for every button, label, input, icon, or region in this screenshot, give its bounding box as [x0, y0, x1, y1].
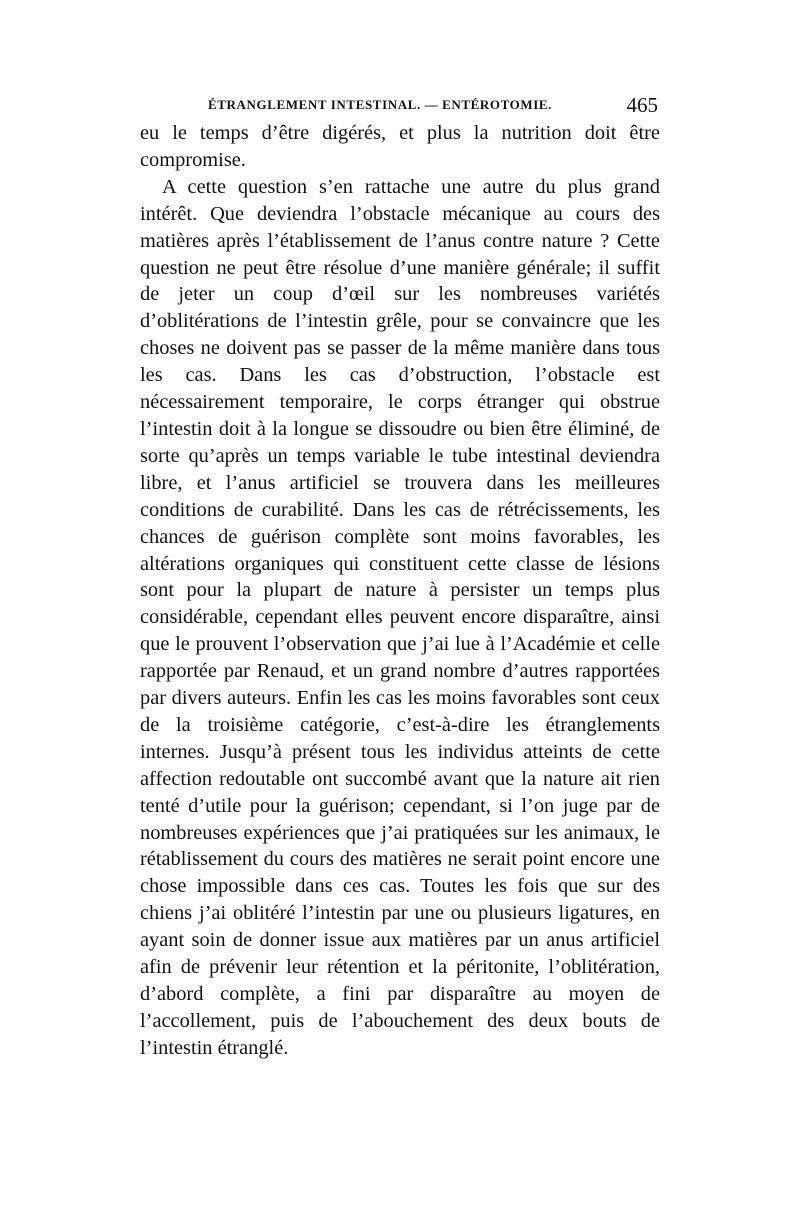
running-head-title: ÉTRANGLEMENT INTESTINAL. — ENTÉROTOMIE.	[208, 97, 553, 112]
running-head	[140, 90, 660, 120]
book-page	[140, 90, 660, 1062]
page-number: 465	[626, 93, 658, 117]
body-text	[140, 120, 660, 1062]
paragraph: A cette question s’en rattache une autre du plus grand intérêt. Que deviendra l’obstacle mécanique au cours des matières après l’établissement de l’anus contre nature ? Cette question ne peut être résolue d’une manière générale; il suffit de jeter un coup d’œil sur les nombreuses variétés d’oblitérations de l’intestin grêle, pour se convaincre que les choses ne doivent pas se passer de la même manière dans tous les cas. Dans les cas d’obstruction, l’obstacle est nécessairement temporaire, le corps étranger qui obstrue l’intestin doit à la longue se dissoudre ou bien être éliminé, de sorte qu’après un temps variable le tube intestinal deviendra libre, et l’anus artificiel se trouvera dans les meilleures conditions de curabilité. Dans les cas de rétrécissements, les chances de guérison complète sont moins favorables, les altérations organiques qui constituent cette classe de lésions sont pour la plupart de nature à persister un temps plus considérable, cependant elles peuvent encore disparaître, ainsi que le prouvent l’observation que j’ai lue à l’Académie et celle rapportée par Renaud, et un grand nombre d’autres rapportées par divers auteurs. Enfin les cas les moins favorables sont ceux de la troisième catégorie, c’est-à-dire les étranglements internes. Jusqu’à présent tous les individus atteints de cette affection redoutable ont succombé avant que la nature ait rien tenté d’utile pour la guérison; cependant, si l’on juge par de nombreuses expériences que j’ai pratiquées sur les animaux, le rétablissement du cours des matières ne serait point encore une chose impossible dans ces cas. Toutes les fois que sur des chiens j’ai oblitéré l’intestin par une ou plusieurs ligatures, en ayant soin de donner issue aux matières par un anus artificiel afin de prévenir leur rétention et la péritonite, l’oblitération, d’abord complète, a fini par disparaître au moyen de l’accollement, puis de l’abouchement des deux bouts de l’intestin étranglé.	[140, 175, 660, 1059]
paragraph-continuation: eu le temps d’être digérés, et plus la nutrition doit être compromise.	[140, 122, 660, 171]
